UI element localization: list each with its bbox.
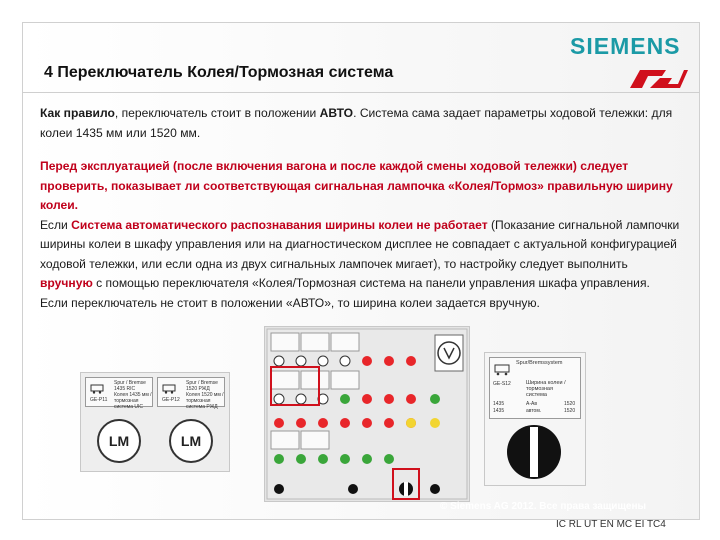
intro-bold-1: Как правило xyxy=(40,106,115,120)
rzd-logo xyxy=(626,64,688,92)
switch-mid1: A-Aв xyxy=(526,401,537,407)
lamp-id-2: GE-P12 xyxy=(162,397,180,403)
lamp-label-1435-text: Spur / Bremse 1435 RIC Колея 1435 мм / тормозная система UIC xyxy=(114,380,152,410)
control-panel-drawing xyxy=(265,327,469,501)
switch-col1b: 1435 xyxy=(493,408,505,414)
intro-text-2: . Система сама задает параметры ходовой тележки: для колеи 1435 мм или 1520 мм. xyxy=(40,106,673,140)
train-icon xyxy=(162,384,176,394)
title-divider xyxy=(22,92,700,93)
gauge-selector-knob xyxy=(507,425,561,479)
page-title: 4 Переключатель Колея/Тормозная система xyxy=(44,64,394,81)
control-panel-image xyxy=(264,326,470,502)
switch-mid2: автом. xyxy=(526,408,542,414)
lamp-label-1520-text: Spur / Bremse 1520 РЖД Колея 1520 мм / тормозная система РЖД xyxy=(186,380,224,410)
signal-lamp-1520: LM xyxy=(169,419,213,463)
instr-text-2: (Показание сигнальной лампочки ширины колеи в шкафу управления или на диагностическом дисплее не совпадает с актуальной конфигурацией ходовой тележки, или если одна из двух сигнальных лампочек мигает), то настройку следует выполнить xyxy=(40,217,680,271)
intro-text-1: , переключатель стоит в положении xyxy=(114,106,320,120)
lamp-label-1435 xyxy=(85,377,153,410)
knob-indicator xyxy=(530,427,538,477)
switch-label: Ширина колеи / тормозная система xyxy=(526,380,566,398)
switch-col2: 1520 xyxy=(564,401,576,407)
instr-text-3: с помощью переключателя «Колея/Тормозная система на панели управления шкафа управления. Если переключатель не стоит в положении «АВТО», то ширина колеи задается вручную. xyxy=(40,276,650,310)
lamp-label-1520 xyxy=(157,377,225,410)
switch-col2b: 1520 xyxy=(564,408,576,414)
warning-text: Перед эксплуатацией (после включения вагона и после каждой смены ходовой тележки) следует проверить, показывает ли соответствующая сигнальная лампочка «Колея/Тормоз» правильную ширину колеи. xyxy=(40,159,673,212)
paragraph-intro xyxy=(40,104,680,143)
switch-label-plate xyxy=(489,357,581,419)
switch-title: Spur/Bremssystem xyxy=(516,360,563,366)
copyright: © Siemens AG 2012. Все права защищены xyxy=(440,501,647,512)
doc-code: IC RL UT EN MC EI TC4 xyxy=(556,519,666,530)
train-icon xyxy=(90,384,104,394)
siemens-logo: SIEMENS xyxy=(570,33,681,59)
lamp-id-1: GE-P11 xyxy=(90,397,108,403)
train-icon xyxy=(494,364,510,376)
paragraph-instructions xyxy=(40,157,680,313)
signal-lamps-image xyxy=(80,372,230,472)
instr-text-1: Если xyxy=(40,217,72,232)
instr-red-3: вручную xyxy=(40,276,93,290)
intro-bold-2: АВТО xyxy=(319,106,354,120)
switch-id: GE-S12 xyxy=(493,381,511,387)
gauge-switch-image xyxy=(484,352,586,486)
signal-lamp-1435: LM xyxy=(97,419,141,463)
switch-col1: 1435 xyxy=(493,401,505,407)
instr-red-2: Система автоматического распознавания ширины колеи не работает xyxy=(71,217,488,232)
